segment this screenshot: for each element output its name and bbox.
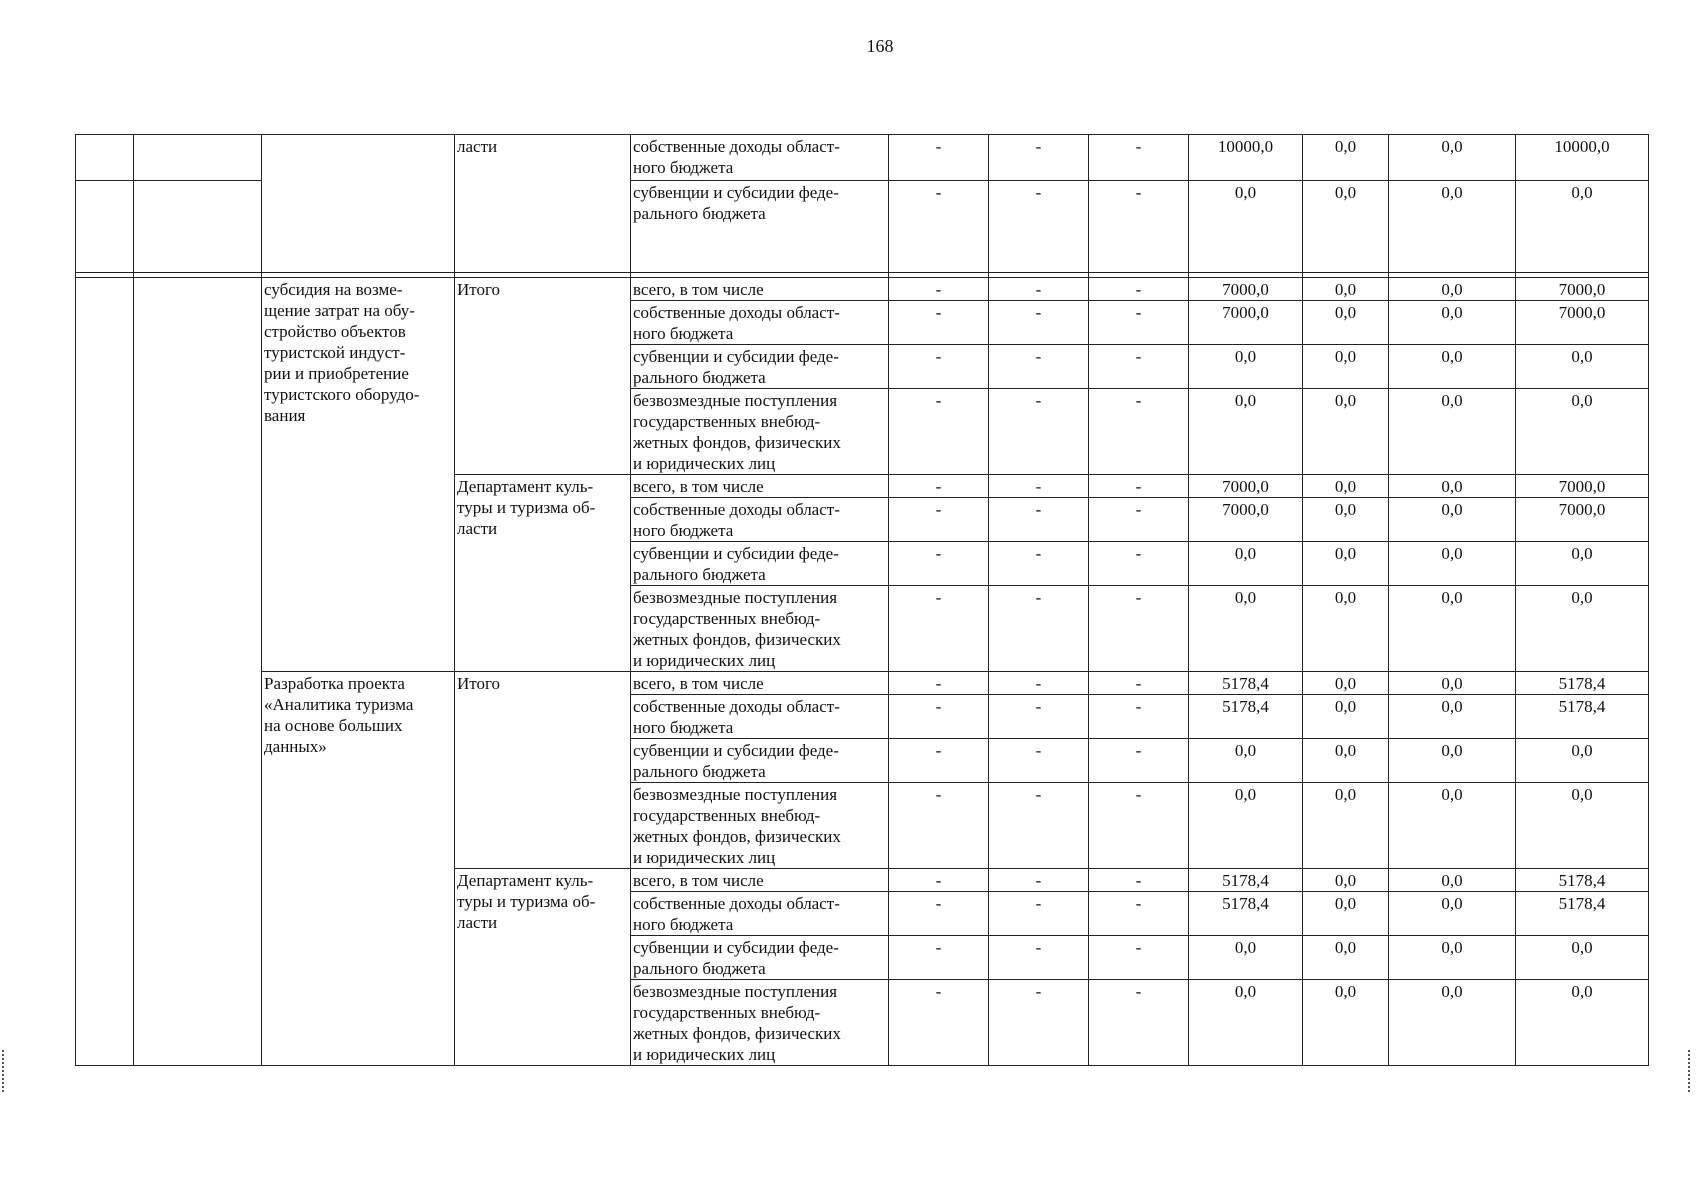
dash-cell: - (889, 739, 989, 783)
value-cell-3: 0,0 (1389, 278, 1516, 301)
value-cell-1: 0,0 (1189, 936, 1303, 980)
funding-source-cell: субвенции и субсидии феде- рального бюджета (631, 936, 889, 980)
value-cell-2: 0,0 (1303, 389, 1389, 475)
table-row (76, 278, 1649, 301)
value-cell-1: 5178,4 (1189, 869, 1303, 892)
funding-source-cell: субвенции и субсидии феде- рального бюджета (631, 542, 889, 586)
table-body (76, 135, 1649, 1066)
dash-cell: - (989, 181, 1089, 273)
responsible-cell: Департамент куль- туры и туризма об- ласти (455, 475, 631, 672)
dash-cell: - (889, 301, 989, 345)
dash-cell: - (989, 869, 1089, 892)
value-cell-2: 0,0 (1303, 739, 1389, 783)
dash-cell: - (889, 542, 989, 586)
value-cell-2: 0,0 (1303, 980, 1389, 1066)
dash-cell: - (1089, 278, 1189, 301)
value-cell-3: 0,0 (1389, 672, 1516, 695)
dash-cell: - (1089, 475, 1189, 498)
value-cell-2: 0,0 (1303, 695, 1389, 739)
responsible-cell: Департамент куль- туры и туризма об- ласти (455, 869, 631, 1066)
measure-name-cell: Разработка проекта «Аналитика туризма на основе больших данных» (262, 672, 455, 1066)
value-cell-1: 0,0 (1189, 783, 1303, 869)
value-cell-2: 0,0 (1303, 783, 1389, 869)
value-cell-3: 0,0 (1389, 892, 1516, 936)
funding-source-cell: собственные доходы област- ного бюджета (631, 695, 889, 739)
value-cell-4: 0,0 (1516, 980, 1649, 1066)
dash-cell: - (1089, 345, 1189, 389)
value-cell-1: 7000,0 (1189, 498, 1303, 542)
value-cell-3: 0,0 (1389, 739, 1516, 783)
dash-cell: - (1089, 936, 1189, 980)
value-cell-1: 10000,0 (1189, 135, 1303, 181)
value-cell-3: 0,0 (1389, 475, 1516, 498)
dash-cell: - (989, 783, 1089, 869)
funding-source-cell: всего, в том числе (631, 672, 889, 695)
value-cell-4: 0,0 (1516, 586, 1649, 672)
code-cell (134, 135, 262, 181)
measure-name-cell: субсидия на возме- щение затрат на обу- стройство объектов туристской индуст- рии и приобретение туристского оборудо- вания (262, 278, 455, 672)
value-cell-2: 0,0 (1303, 135, 1389, 181)
value-cell-1: 0,0 (1189, 345, 1303, 389)
dash-cell: - (1089, 498, 1189, 542)
dash-cell: - (889, 672, 989, 695)
dash-cell: - (889, 936, 989, 980)
dash-cell: - (889, 181, 989, 273)
dash-cell: - (989, 278, 1089, 301)
dash-cell: - (1089, 869, 1189, 892)
value-cell-1: 5178,4 (1189, 672, 1303, 695)
value-cell-3: 0,0 (1389, 783, 1516, 869)
value-cell-3: 0,0 (1389, 936, 1516, 980)
value-cell-4: 0,0 (1516, 181, 1649, 273)
funding-source-cell: безвозмездные поступления государственных внебюд- жетных фондов, физических и юридических лиц (631, 980, 889, 1066)
value-cell-4: 5178,4 (1516, 672, 1649, 695)
value-cell-1: 7000,0 (1189, 301, 1303, 345)
funding-source-cell: безвозмездные поступления государственных внебюд- жетных фондов, физических и юридических лиц (631, 586, 889, 672)
dash-cell: - (889, 695, 989, 739)
value-cell-2: 0,0 (1303, 542, 1389, 586)
funding-source-cell: всего, в том числе (631, 869, 889, 892)
value-cell-2: 0,0 (1303, 181, 1389, 273)
scan-edge-mark (1688, 1050, 1692, 1092)
funding-source-cell: безвозмездные поступления государственных внебюд- жетных фондов, физических и юридических лиц (631, 389, 889, 475)
number-cell (76, 278, 134, 1066)
value-cell-3: 0,0 (1389, 869, 1516, 892)
value-cell-3: 0,0 (1389, 980, 1516, 1066)
value-cell-1: 0,0 (1189, 980, 1303, 1066)
dash-cell: - (989, 980, 1089, 1066)
value-cell-4: 7000,0 (1516, 498, 1649, 542)
dash-cell: - (1089, 135, 1189, 181)
dash-cell: - (1089, 783, 1189, 869)
funding-source-cell: субвенции и субсидии феде- рального бюджета (631, 181, 889, 273)
number-cell (76, 135, 134, 181)
page-number: 168 (866, 36, 894, 56)
dash-cell: - (989, 301, 1089, 345)
dash-cell: - (989, 345, 1089, 389)
responsible-cell: ласти (455, 135, 631, 273)
dash-cell: - (989, 498, 1089, 542)
value-cell-4: 7000,0 (1516, 301, 1649, 345)
dash-cell: - (889, 278, 989, 301)
value-cell-2: 0,0 (1303, 892, 1389, 936)
responsible-cell: Итого (455, 672, 631, 869)
code-cell (134, 278, 262, 1066)
budget-table (75, 134, 1649, 1066)
dash-cell: - (989, 739, 1089, 783)
dash-cell: - (889, 498, 989, 542)
dash-cell: - (989, 936, 1089, 980)
dash-cell: - (1089, 739, 1189, 783)
value-cell-2: 0,0 (1303, 936, 1389, 980)
dash-cell: - (989, 475, 1089, 498)
dash-cell: - (989, 892, 1089, 936)
value-cell-2: 0,0 (1303, 586, 1389, 672)
dash-cell: - (889, 389, 989, 475)
dash-cell: - (889, 475, 989, 498)
responsible-cell: Итого (455, 278, 631, 475)
value-cell-3: 0,0 (1389, 345, 1516, 389)
funding-source-cell: всего, в том числе (631, 475, 889, 498)
value-cell-4: 7000,0 (1516, 475, 1649, 498)
value-cell-1: 0,0 (1189, 389, 1303, 475)
dash-cell: - (989, 389, 1089, 475)
value-cell-1: 7000,0 (1189, 475, 1303, 498)
value-cell-1: 7000,0 (1189, 278, 1303, 301)
value-cell-4: 5178,4 (1516, 869, 1649, 892)
value-cell-4: 0,0 (1516, 345, 1649, 389)
value-cell-2: 0,0 (1303, 301, 1389, 345)
funding-source-cell: собственные доходы област- ного бюджета (631, 498, 889, 542)
value-cell-1: 5178,4 (1189, 695, 1303, 739)
dash-cell: - (1089, 389, 1189, 475)
dash-cell: - (1089, 542, 1189, 586)
dash-cell: - (989, 542, 1089, 586)
dash-cell: - (889, 980, 989, 1066)
dash-cell: - (1089, 980, 1189, 1066)
value-cell-3: 0,0 (1389, 542, 1516, 586)
value-cell-1: 0,0 (1189, 739, 1303, 783)
dash-cell: - (1089, 892, 1189, 936)
value-cell-4: 0,0 (1516, 542, 1649, 586)
funding-source-cell: собственные доходы област- ного бюджета (631, 135, 889, 181)
value-cell-3: 0,0 (1389, 498, 1516, 542)
value-cell-4: 0,0 (1516, 936, 1649, 980)
dash-cell: - (989, 586, 1089, 672)
value-cell-4: 0,0 (1516, 389, 1649, 475)
value-cell-2: 0,0 (1303, 345, 1389, 389)
dash-cell: - (1089, 672, 1189, 695)
number-cell (76, 181, 134, 273)
table-row (76, 672, 1649, 695)
dash-cell: - (989, 135, 1089, 181)
code-cell (134, 181, 262, 273)
value-cell-4: 5178,4 (1516, 892, 1649, 936)
funding-source-cell: всего, в том числе (631, 278, 889, 301)
value-cell-1: 0,0 (1189, 586, 1303, 672)
dash-cell: - (989, 672, 1089, 695)
value-cell-4: 0,0 (1516, 739, 1649, 783)
funding-source-cell: субвенции и субсидии феде- рального бюджета (631, 739, 889, 783)
value-cell-3: 0,0 (1389, 301, 1516, 345)
scan-edge-mark-left (2, 1050, 6, 1092)
dash-cell: - (889, 892, 989, 936)
funding-source-cell: субвенции и субсидии феде- рального бюджета (631, 345, 889, 389)
funding-source-cell: собственные доходы област- ного бюджета (631, 892, 889, 936)
dash-cell: - (889, 345, 989, 389)
value-cell-1: 5178,4 (1189, 892, 1303, 936)
value-cell-2: 0,0 (1303, 869, 1389, 892)
value-cell-3: 0,0 (1389, 586, 1516, 672)
value-cell-4: 10000,0 (1516, 135, 1649, 181)
dash-cell: - (1089, 695, 1189, 739)
value-cell-3: 0,0 (1389, 695, 1516, 739)
value-cell-3: 0,0 (1389, 135, 1516, 181)
dash-cell: - (989, 695, 1089, 739)
value-cell-3: 0,0 (1389, 389, 1516, 475)
dash-cell: - (889, 869, 989, 892)
dash-cell: - (889, 135, 989, 181)
value-cell-1: 0,0 (1189, 542, 1303, 586)
value-cell-4: 5178,4 (1516, 695, 1649, 739)
funding-source-cell: безвозмездные поступления государственных внебюд- жетных фондов, физических и юридических лиц (631, 783, 889, 869)
funding-source-cell: собственные доходы област- ного бюджета (631, 301, 889, 345)
table-row (76, 135, 1649, 181)
value-cell-2: 0,0 (1303, 498, 1389, 542)
value-cell-4: 0,0 (1516, 783, 1649, 869)
dash-cell: - (889, 783, 989, 869)
dash-cell: - (1089, 586, 1189, 672)
value-cell-2: 0,0 (1303, 475, 1389, 498)
dash-cell: - (1089, 301, 1189, 345)
value-cell-1: 0,0 (1189, 181, 1303, 273)
dash-cell: - (889, 586, 989, 672)
measure-cell (262, 135, 455, 273)
value-cell-2: 0,0 (1303, 672, 1389, 695)
value-cell-4: 7000,0 (1516, 278, 1649, 301)
dash-cell: - (1089, 181, 1189, 273)
value-cell-2: 0,0 (1303, 278, 1389, 301)
value-cell-3: 0,0 (1389, 181, 1516, 273)
